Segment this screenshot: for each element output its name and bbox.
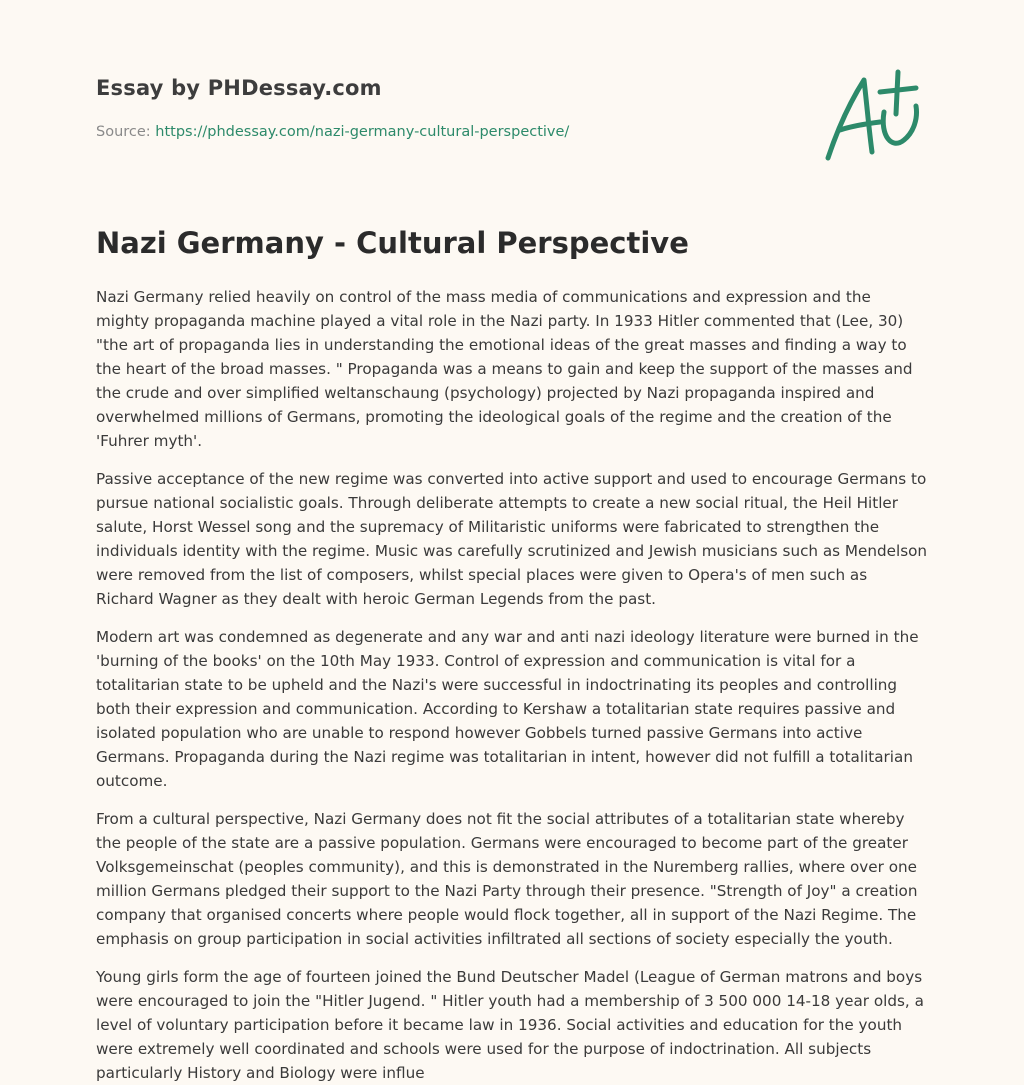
site-brand: Essay by PHDessay.com — [96, 76, 382, 100]
source-label: Source: — [96, 124, 156, 140]
essay-page — [96, 0, 928, 1082]
a-plus-grade-icon — [820, 66, 928, 166]
source-link[interactable]: https://phdessay.com/nazi-germany-cultural-perspective/ — [155, 124, 570, 140]
essay-paragraph: Passive acceptance of the new regime was converted into active support and used to encourage Germans to pursue national socialistic goals. Through deliberate attempts to create a new social ritual, the Heil Hitler salute, Horst Wessel song and the supremacy of Militaristic uniforms were fabricated to strengthen the individuals identity with the regime. Music was carefully scrutinized and Jewish musicians such as Mendelson were removed from the list of composers, whilst special places were given to Opera's of men such as Richard Wagner as they dealt with heroic German Legends from the past. — [96, 470, 928, 608]
essay-paragraph: From a cultural perspective, Nazi Germany does not fit the social attributes of a totalitarian state whereby the people of the state are a passive population. Germans were encouraged to become part of the greater Volksgemeinschat (peoples community), and this is demonstrated in the Nuremberg rallies, where over one million Germans pledged their support to the Nazi Party through their presence. "Strength of Joy" a creation company that organised concerts where people would flock together, all in support of the Nazi Regime. The emphasis on group participation in social activities infiltrated all sections of society especially the youth. — [96, 810, 918, 948]
essay-body — [96, 285, 928, 1082]
essay-paragraph: Nazi Germany relied heavily on control of the mass media of communications and expression and the mighty propaganda machine played a vital role in the Nazi party. In 1933 Hitler commented that (Lee, 30) "the art of propaganda lies in understanding the emotional ideas of the great masses and finding a way to the heart of the broad masses. " Propaganda was a means to gain and keep the support of the masses and the crude and over simplified weltanschaung (psychology) projected by Nazi propaganda inspired and overwhelmed millions of Germans, promoting the ideological goals of the regime and the creation of the 'Fuhrer myth'. — [96, 288, 913, 450]
essay-paragraph: Modern art was condemned as degenerate and any war and anti nazi ideology literature were burned in the 'burning of the books' on the 10th May 1933. Control of expression and communication is vital for a totalitarian state to be upheld and the Nazi's were successful in indoctrinating its peoples and controlling both their expression and communication. According to Kershaw a totalitarian state requires passive and isolated population who are unable to respond however Gobbels turned passive Germans into active Germans. Propaganda during the Nazi regime was totalitarian in intent, however did not fulfill a totalitarian outcome. — [96, 628, 919, 790]
page-header — [96, 0, 928, 180]
essay-paragraph: Young girls form the age of fourteen joined the Bund Deutscher Madel (League of German matrons and boys were encouraged to join the "Hitler Jugend. " Hitler youth had a membership of 3 500 000 14-18 year olds, a level of voluntary participation before it became law in 1936. Social activities and education for the youth were extremely well coordinated and schools were used for the purpose of indoctrination. All subjects particularly History and Biology were influe — [96, 968, 924, 1082]
source-line — [96, 124, 569, 140]
essay-title: Nazi Germany - Cultural Perspective — [96, 226, 689, 260]
